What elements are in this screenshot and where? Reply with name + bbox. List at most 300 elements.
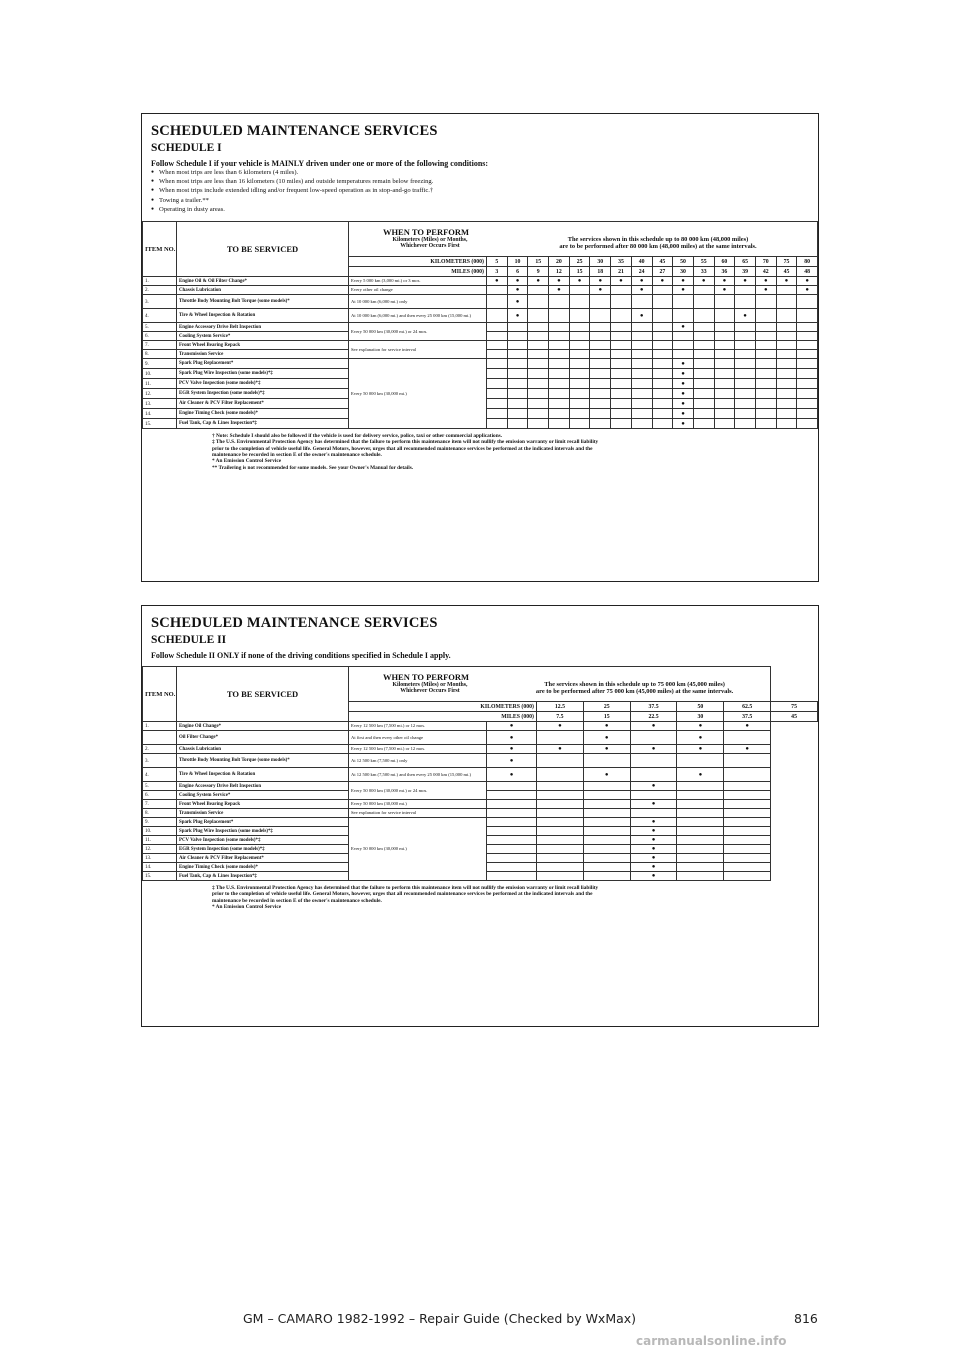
service-dot: ● bbox=[677, 745, 724, 754]
service-interval: At 10 000 km (6,000 mi.) only bbox=[349, 295, 487, 309]
empty-cell bbox=[652, 341, 673, 350]
km-value: 25 bbox=[583, 702, 630, 712]
empty-cell bbox=[630, 754, 677, 768]
service-dot: ● bbox=[677, 722, 724, 731]
service-dot: ● bbox=[630, 818, 677, 827]
empty-cell bbox=[590, 323, 611, 332]
service-dot: ● bbox=[611, 277, 632, 286]
service-dot: ● bbox=[507, 309, 528, 323]
empty-cell bbox=[528, 359, 549, 369]
table-row bbox=[143, 818, 818, 827]
empty-cell bbox=[611, 309, 632, 323]
empty-cell bbox=[549, 389, 570, 399]
empty-cell bbox=[797, 350, 818, 359]
empty-cell bbox=[693, 295, 714, 309]
empty-cell bbox=[487, 332, 508, 341]
empty-cell bbox=[755, 341, 776, 350]
item-number: 9. bbox=[143, 359, 177, 369]
item-number: 4. bbox=[143, 768, 177, 782]
service-dot: ● bbox=[693, 277, 714, 286]
empty-cell bbox=[735, 399, 756, 409]
empty-cell bbox=[776, 350, 797, 359]
item-number: 2. bbox=[143, 745, 177, 754]
empty-cell bbox=[507, 379, 528, 389]
service-name: Spark Plug Wire Inspection (some models)*‡ bbox=[177, 369, 349, 379]
empty-cell bbox=[549, 323, 570, 332]
empty-cell bbox=[487, 323, 508, 332]
empty-cell bbox=[755, 389, 776, 399]
empty-cell bbox=[797, 389, 818, 399]
service-dot: ● bbox=[630, 872, 677, 881]
empty-cell bbox=[590, 295, 611, 309]
item-number: 1. bbox=[143, 277, 177, 286]
empty-cell bbox=[590, 332, 611, 341]
service-dot: ● bbox=[755, 286, 776, 295]
empty-cell bbox=[693, 379, 714, 389]
note-line: ‡ The U.S. Environmental Protection Agency has determined that the failure to perform this maintenance item will not nullify the emission warranty or limit recall liability bbox=[212, 439, 599, 446]
km-value: 62.5 bbox=[724, 702, 771, 712]
empty-cell bbox=[652, 409, 673, 419]
empty-cell bbox=[507, 419, 528, 429]
empty-cell bbox=[735, 332, 756, 341]
empty-cell bbox=[755, 332, 776, 341]
empty-cell bbox=[714, 350, 735, 359]
service-dot: ● bbox=[673, 277, 694, 286]
table-row bbox=[143, 731, 818, 745]
empty-cell bbox=[611, 399, 632, 409]
empty-cell bbox=[590, 419, 611, 429]
empty-cell bbox=[631, 389, 652, 399]
empty-cell bbox=[507, 341, 528, 350]
empty-cell bbox=[507, 369, 528, 379]
empty-cell bbox=[714, 389, 735, 399]
when-sub-1: Kilometers (Miles) or Months, bbox=[392, 236, 468, 243]
empty-cell bbox=[714, 309, 735, 323]
empty-cell bbox=[487, 809, 537, 818]
empty-cell bbox=[549, 409, 570, 419]
empty-cell bbox=[611, 341, 632, 350]
empty-cell bbox=[537, 731, 584, 745]
empty-cell bbox=[537, 872, 584, 881]
service-interval: Every 50 000 km (30,000 mi.) bbox=[349, 800, 487, 809]
note-line: maintenance be recorded in section E of the owner's maintenance schedule. bbox=[212, 451, 382, 458]
empty-cell bbox=[693, 399, 714, 409]
empty-cell bbox=[652, 379, 673, 389]
service-dot: ● bbox=[673, 323, 694, 332]
empty-cell bbox=[724, 800, 771, 809]
empty-cell bbox=[549, 309, 570, 323]
empty-cell bbox=[590, 409, 611, 419]
empty-cell bbox=[549, 379, 570, 389]
empty-cell bbox=[528, 379, 549, 389]
km-value: 55 bbox=[693, 257, 714, 267]
miles-value: 6 bbox=[507, 267, 528, 277]
empty-cell bbox=[631, 359, 652, 369]
table-row bbox=[143, 722, 818, 731]
empty-cell bbox=[590, 341, 611, 350]
service-dot: ● bbox=[776, 277, 797, 286]
miles-value: 24 bbox=[631, 267, 652, 277]
empty-cell bbox=[755, 323, 776, 332]
schedule-1-title: SCHEDULED MAINTENANCE SERVICES bbox=[151, 123, 438, 139]
service-name: Cooling System Service* bbox=[177, 332, 349, 341]
when-to-perform-header bbox=[349, 667, 771, 702]
empty-cell bbox=[528, 350, 549, 359]
table-row bbox=[143, 309, 818, 323]
miles-value: 15 bbox=[583, 712, 630, 722]
empty-cell bbox=[507, 350, 528, 359]
service-dot: ● bbox=[549, 277, 570, 286]
table-row bbox=[143, 341, 818, 350]
empty-cell bbox=[693, 350, 714, 359]
service-interval: At first and then every other oil change bbox=[349, 731, 487, 745]
empty-cell bbox=[487, 782, 537, 791]
empty-cell bbox=[677, 818, 724, 827]
empty-cell bbox=[583, 863, 630, 872]
empty-cell bbox=[487, 419, 508, 429]
empty-cell bbox=[528, 286, 549, 295]
empty-cell bbox=[755, 295, 776, 309]
table-row bbox=[143, 809, 818, 818]
miles-value: 15 bbox=[569, 267, 590, 277]
empty-cell bbox=[724, 809, 771, 818]
service-name: EGR System Inspection (some models)*‡ bbox=[177, 389, 349, 399]
service-dot: ● bbox=[677, 768, 724, 782]
schedule-2-notes bbox=[212, 885, 818, 910]
empty-cell bbox=[537, 768, 584, 782]
miles-value: 7.5 bbox=[537, 712, 584, 722]
km-value: 12.5 bbox=[537, 702, 584, 712]
empty-cell bbox=[735, 409, 756, 419]
service-name: EGR System Inspection (some models)*‡ bbox=[177, 845, 349, 854]
empty-cell bbox=[755, 309, 776, 323]
item-number: 13. bbox=[143, 854, 177, 863]
item-number: 12. bbox=[143, 845, 177, 854]
item-number: 5. bbox=[143, 782, 177, 791]
schedule-1-subtitle: SCHEDULE I bbox=[151, 142, 222, 154]
empty-cell bbox=[677, 800, 724, 809]
empty-cell bbox=[693, 286, 714, 295]
empty-cell bbox=[677, 845, 724, 854]
empty-cell bbox=[569, 323, 590, 332]
empty-cell bbox=[797, 341, 818, 350]
empty-cell bbox=[569, 309, 590, 323]
item-number: 14. bbox=[143, 409, 177, 419]
empty-cell bbox=[776, 409, 797, 419]
empty-cell bbox=[569, 419, 590, 429]
empty-cell bbox=[528, 309, 549, 323]
empty-cell bbox=[652, 350, 673, 359]
when-note-1: The services shown in this schedule up to 75 000 km (45,000 miles) bbox=[544, 680, 725, 688]
table-row bbox=[143, 754, 818, 768]
note-line: ** Trailering is not recommended for some models. See your Owner's Manual for details. bbox=[212, 464, 414, 471]
when-to-perform-header bbox=[349, 222, 818, 257]
service-name: Engine Oil Change* bbox=[177, 722, 349, 731]
service-dot: ● bbox=[583, 731, 630, 745]
empty-cell bbox=[569, 341, 590, 350]
miles-value: 36 bbox=[714, 267, 735, 277]
schedule-2-title: SCHEDULED MAINTENANCE SERVICES bbox=[151, 615, 438, 631]
empty-cell bbox=[724, 791, 771, 800]
service-name: Front Wheel Bearing Repack bbox=[177, 800, 349, 809]
empty-cell bbox=[735, 379, 756, 389]
service-interval: See explanation for service interval bbox=[349, 341, 487, 359]
empty-cell bbox=[755, 379, 776, 389]
empty-cell bbox=[630, 768, 677, 782]
empty-cell bbox=[755, 359, 776, 369]
service-dot: ● bbox=[630, 827, 677, 836]
note-line: prior to the completion of vehicle useful life. General Motors, however, urges that all recommended maintenance services be performed at the indicated intervals and the bbox=[212, 445, 593, 452]
empty-cell bbox=[673, 350, 694, 359]
empty-cell bbox=[611, 369, 632, 379]
service-dot: ● bbox=[797, 286, 818, 295]
table-row bbox=[143, 745, 818, 754]
km-value: 15 bbox=[528, 257, 549, 267]
empty-cell bbox=[677, 754, 724, 768]
item-number: 10. bbox=[143, 827, 177, 836]
miles-label: MILES (000) bbox=[349, 267, 487, 277]
empty-cell bbox=[583, 872, 630, 881]
item-number: 1. bbox=[143, 722, 177, 731]
table-row bbox=[143, 277, 818, 286]
km-value: 5 bbox=[487, 257, 508, 267]
empty-cell bbox=[631, 369, 652, 379]
empty-cell bbox=[537, 836, 584, 845]
empty-cell bbox=[611, 389, 632, 399]
empty-cell bbox=[797, 295, 818, 309]
empty-cell bbox=[776, 369, 797, 379]
km-value: 20 bbox=[549, 257, 570, 267]
service-dot: ● bbox=[583, 768, 630, 782]
empty-cell bbox=[537, 845, 584, 854]
empty-cell bbox=[652, 286, 673, 295]
empty-cell bbox=[487, 389, 508, 399]
item-no-header: ITEM NO. bbox=[143, 667, 177, 722]
km-value: 30 bbox=[590, 257, 611, 267]
item-number: 12. bbox=[143, 389, 177, 399]
empty-cell bbox=[590, 350, 611, 359]
item-number: 3. bbox=[143, 754, 177, 768]
empty-cell bbox=[797, 359, 818, 369]
service-dot: ● bbox=[631, 277, 652, 286]
service-dot: ● bbox=[724, 745, 771, 754]
service-name: Transmission Service bbox=[177, 809, 349, 818]
item-number: 8. bbox=[143, 350, 177, 359]
item-number: 11. bbox=[143, 836, 177, 845]
empty-cell bbox=[735, 369, 756, 379]
empty-cell bbox=[528, 399, 549, 409]
schedule-1-notes bbox=[212, 433, 818, 471]
service-dot: ● bbox=[677, 731, 724, 745]
service-interval: See explanation for service interval bbox=[349, 809, 487, 818]
empty-cell bbox=[735, 323, 756, 332]
empty-cell bbox=[693, 332, 714, 341]
empty-cell bbox=[537, 818, 584, 827]
miles-value: 21 bbox=[611, 267, 632, 277]
empty-cell bbox=[797, 399, 818, 409]
service-name: Engine Timing Check (some models)* bbox=[177, 409, 349, 419]
empty-cell bbox=[507, 323, 528, 332]
empty-cell bbox=[583, 836, 630, 845]
service-dot: ● bbox=[507, 286, 528, 295]
empty-cell bbox=[652, 332, 673, 341]
empty-cell bbox=[611, 350, 632, 359]
item-no-header: ITEM NO. bbox=[143, 222, 177, 277]
item-number: 15. bbox=[143, 872, 177, 881]
empty-cell bbox=[631, 419, 652, 429]
empty-cell bbox=[714, 359, 735, 369]
miles-value: 9 bbox=[528, 267, 549, 277]
empty-cell bbox=[652, 389, 673, 399]
service-dot: ● bbox=[714, 286, 735, 295]
empty-cell bbox=[487, 800, 537, 809]
service-dot: ● bbox=[724, 722, 771, 731]
service-interval: At 10 000 km (6,000 mi.) and then every 25 000 km (15,000 mi.) bbox=[349, 309, 487, 323]
service-name: Engine Oil & Oil Filter Change* bbox=[177, 277, 349, 286]
empty-cell bbox=[569, 359, 590, 369]
miles-value: 33 bbox=[693, 267, 714, 277]
table-row bbox=[143, 768, 818, 782]
empty-cell bbox=[528, 295, 549, 309]
empty-cell bbox=[677, 782, 724, 791]
empty-cell bbox=[652, 323, 673, 332]
service-name: Cooling System Service* bbox=[177, 791, 349, 800]
empty-cell bbox=[611, 295, 632, 309]
service-name: Air Cleaner & PCV Filter Replacement* bbox=[177, 854, 349, 863]
note-line: † Note: Schedule I should also be followed if the vehicle is used for delivery service, police, taxi or other commercial applications. bbox=[212, 433, 503, 440]
empty-cell bbox=[797, 309, 818, 323]
service-dot: ● bbox=[630, 845, 677, 854]
service-dot: ● bbox=[673, 409, 694, 419]
empty-cell bbox=[487, 872, 537, 881]
empty-cell bbox=[537, 791, 584, 800]
when-title: WHEN TO PERFORM bbox=[382, 226, 470, 237]
schedule-2-table bbox=[142, 666, 818, 881]
empty-cell bbox=[537, 863, 584, 872]
empty-cell bbox=[776, 389, 797, 399]
item-number: 2. bbox=[143, 286, 177, 295]
empty-cell bbox=[487, 286, 508, 295]
service-name: Throttle Body Mounting Bolt Torque (some models)* bbox=[177, 754, 349, 768]
empty-cell bbox=[611, 332, 632, 341]
empty-cell bbox=[487, 369, 508, 379]
service-dot: ● bbox=[507, 277, 528, 286]
empty-cell bbox=[611, 286, 632, 295]
miles-value: 30 bbox=[677, 712, 724, 722]
empty-cell bbox=[590, 359, 611, 369]
when-sub-1: Kilometers (Miles) or Months, bbox=[392, 681, 468, 688]
empty-cell bbox=[714, 409, 735, 419]
service-dot: ● bbox=[673, 369, 694, 379]
service-dot: ● bbox=[590, 277, 611, 286]
km-value: 40 bbox=[631, 257, 652, 267]
condition-item: ● Towing a trailer.** bbox=[151, 197, 818, 206]
empty-cell bbox=[630, 731, 677, 745]
service-dot: ● bbox=[630, 722, 677, 731]
empty-cell bbox=[631, 341, 652, 350]
empty-cell bbox=[569, 295, 590, 309]
empty-cell bbox=[735, 341, 756, 350]
empty-cell bbox=[776, 323, 797, 332]
empty-cell bbox=[776, 379, 797, 389]
miles-value: 37.5 bbox=[724, 712, 771, 722]
km-label: KILOMETERS (000) bbox=[349, 702, 537, 712]
empty-cell bbox=[673, 332, 694, 341]
service-dot: ● bbox=[630, 836, 677, 845]
empty-cell bbox=[735, 295, 756, 309]
empty-cell bbox=[487, 854, 537, 863]
empty-cell bbox=[797, 419, 818, 429]
service-name: Tire & Wheel Inspection & Rotation bbox=[177, 309, 349, 323]
item-number: 15. bbox=[143, 419, 177, 429]
empty-cell bbox=[583, 754, 630, 768]
empty-cell bbox=[755, 399, 776, 409]
table-row bbox=[143, 295, 818, 309]
service-dot: ● bbox=[673, 399, 694, 409]
when-sub-2: Whichever Occurs First bbox=[400, 688, 460, 695]
empty-cell bbox=[487, 379, 508, 389]
note-line: * An Emission Control Service bbox=[212, 903, 282, 910]
service-dot: ● bbox=[797, 277, 818, 286]
empty-cell bbox=[693, 409, 714, 419]
empty-cell bbox=[677, 809, 724, 818]
empty-cell bbox=[528, 389, 549, 399]
service-interval: Every 5 000 km (3,000 mi.) or 3 mos. bbox=[349, 277, 487, 286]
km-value: 45 bbox=[652, 257, 673, 267]
watermark: carmanualsonline.info bbox=[636, 1334, 787, 1348]
empty-cell bbox=[724, 836, 771, 845]
km-value: 50 bbox=[673, 257, 694, 267]
km-value: 10 bbox=[507, 257, 528, 267]
empty-cell bbox=[673, 341, 694, 350]
miles-label: MILES (000) bbox=[349, 712, 537, 722]
condition-item: ● When most trips are less than 16 kilometers (10 miles) and outside temperatures remain below freezing. bbox=[151, 178, 818, 187]
empty-cell bbox=[569, 379, 590, 389]
empty-cell bbox=[528, 409, 549, 419]
table-row bbox=[143, 286, 818, 295]
km-value: 25 bbox=[569, 257, 590, 267]
km-value: 70 bbox=[755, 257, 776, 267]
empty-cell bbox=[677, 836, 724, 845]
empty-cell bbox=[693, 419, 714, 429]
empty-cell bbox=[724, 818, 771, 827]
when-title: WHEN TO PERFORM bbox=[382, 671, 470, 682]
miles-value: 3 bbox=[487, 267, 508, 277]
note-line: maintenance be recorded in section E of the owner's maintenance schedule. bbox=[212, 897, 382, 904]
empty-cell bbox=[724, 845, 771, 854]
empty-cell bbox=[724, 768, 771, 782]
empty-cell bbox=[776, 286, 797, 295]
empty-cell bbox=[631, 295, 652, 309]
miles-value: 12 bbox=[549, 267, 570, 277]
km-value: 75 bbox=[776, 257, 797, 267]
empty-cell bbox=[724, 872, 771, 881]
empty-cell bbox=[652, 419, 673, 429]
empty-cell bbox=[631, 409, 652, 419]
when-sub-2: Whichever Occurs First bbox=[400, 243, 460, 250]
empty-cell bbox=[569, 350, 590, 359]
miles-value: 48 bbox=[797, 267, 818, 277]
km-value: 75 bbox=[771, 702, 818, 712]
empty-cell bbox=[611, 323, 632, 332]
empty-cell bbox=[776, 295, 797, 309]
miles-value: 42 bbox=[755, 267, 776, 277]
service-dot: ● bbox=[487, 754, 537, 768]
empty-cell bbox=[714, 323, 735, 332]
empty-cell bbox=[724, 731, 771, 745]
empty-cell bbox=[693, 369, 714, 379]
empty-cell bbox=[590, 369, 611, 379]
